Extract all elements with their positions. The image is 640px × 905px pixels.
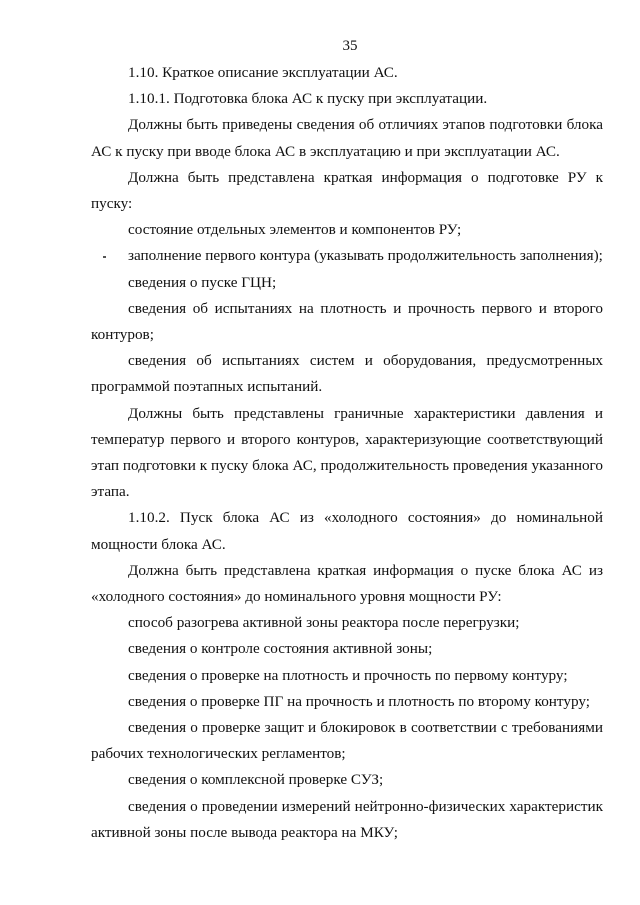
page-number: 35 — [342, 38, 358, 54]
list-item-cps-check: сведения о комплексной проверке СУЗ; — [128, 771, 384, 789]
subsection-heading-1-10-2: 1.10.2. Пуск блока АС из «холодного состояния» до номинальной мощности блока АС. — [91, 509, 603, 553]
section-heading-1-10: 1.10. Краткое описание эксплуатации АС. — [128, 64, 398, 81]
list-item-circuit-tests: сведения об испытаниях на плотность и прочность первого и второго контуров; — [91, 299, 603, 344]
list-item-protections-check: сведения о проверке защит и блокировок в соответствии с требованиями рабочих технологических регламентов; — [91, 719, 603, 763]
list-item-element-state: состояние отдельных элементов и компонентов РУ; — [128, 221, 462, 239]
list-item-systems-tests: сведения об испытаниях систем и оборудования, предусмотренных программой поэтапных испытаний. — [91, 352, 603, 396]
paragraph-ru-preparation-intro: Должна быть представлена краткая информация о подготовке РУ к пуску: — [91, 168, 603, 213]
list-item-primary-circuit-filling: заполнение первого контура (указывать продолжительность заполнения); — [128, 247, 603, 265]
subsection-heading-1-10-1: 1.10.1. Подготовка блока АС к пуску при эксплуатации. — [128, 90, 488, 108]
paragraph-differences: Должны быть приведены сведения об отличиях этапов подготовки блока АС к пуску при вводе блока АС в эксплуатацию и при эксплуатации АС. — [91, 116, 603, 160]
paragraph-cold-start-intro: Должна быть представлена краткая информация о пуске блока АС из «холодного состояния» до номинального уровня мощности РУ: — [91, 561, 603, 606]
list-item-neutron-measurements: сведения о проведении измерений нейтронно-физических характеристик активной зоны после вывода реактора на МКУ; — [91, 797, 603, 841]
list-item-core-heating: способ разогрева активной зоны реактора после перегрузки; — [128, 614, 520, 632]
list-item-primary-circuit-check: сведения о проверке на плотность и прочность по первому контуру; — [128, 666, 568, 684]
list-item-sg-check: сведения о проверке ПГ на прочность и плотность по второму контуру; — [128, 692, 590, 710]
paragraph-boundary-characteristics: Должны быть представлены граничные характеристики давления и температур первого и второго контуров, характеризующие соответствующий этап подготовки к пуску блока АС, продолжительность проведения указанного этапа. — [91, 404, 603, 501]
document-body — [91, 60, 603, 846]
list-item-mcp-start: сведения о пуске ГЦН; — [128, 273, 277, 291]
list-item-core-monitoring: сведения о контроле состояния активной зоны; — [128, 640, 433, 658]
